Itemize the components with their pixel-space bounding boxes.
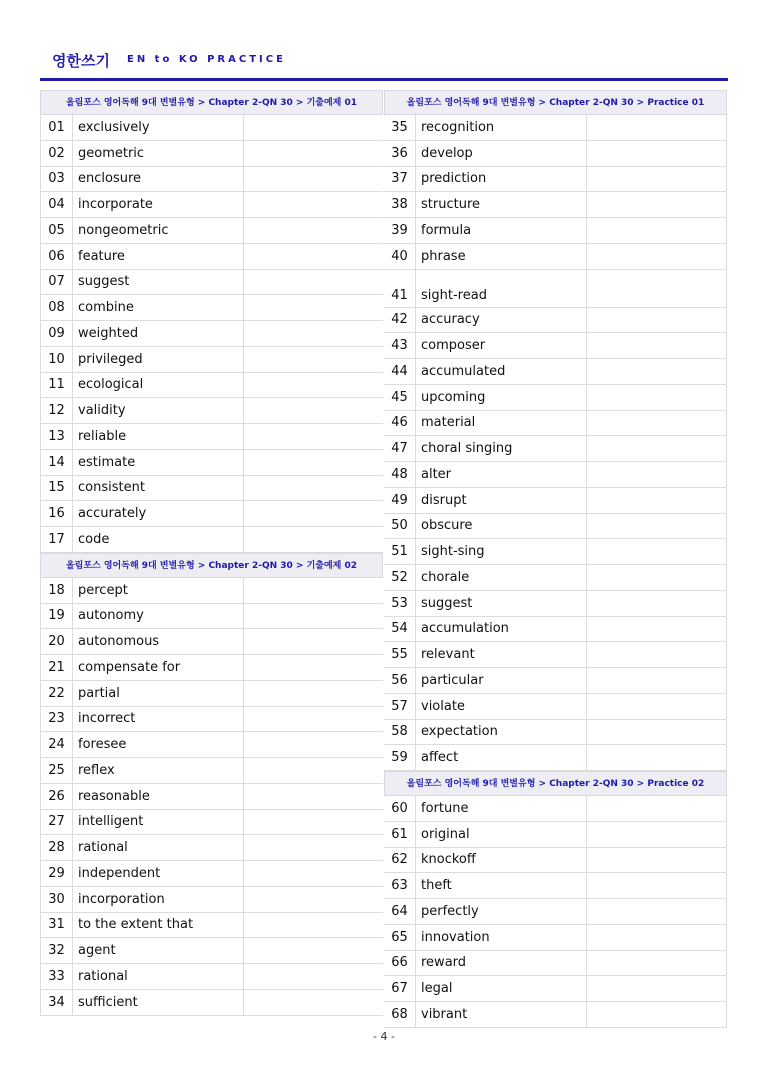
vocab-row xyxy=(384,976,727,1002)
answer-cell[interactable] xyxy=(587,462,726,487)
english-word: theft xyxy=(416,873,587,898)
answer-cell[interactable] xyxy=(244,887,383,912)
vocab-row xyxy=(384,617,727,643)
item-number: 52 xyxy=(384,565,416,590)
answer-cell[interactable] xyxy=(587,565,726,590)
answer-cell[interactable] xyxy=(244,295,383,320)
item-number: 05 xyxy=(41,218,73,243)
vocab-row xyxy=(40,732,383,758)
item-number: 42 xyxy=(384,308,416,333)
answer-cell[interactable] xyxy=(587,745,726,770)
vocab-row xyxy=(384,385,727,411)
vocab-row xyxy=(384,192,727,218)
answer-cell[interactable] xyxy=(244,321,383,346)
answer-cell[interactable] xyxy=(587,822,726,847)
vocab-row xyxy=(384,565,727,591)
answer-cell[interactable] xyxy=(244,604,383,629)
vocab-row xyxy=(384,873,727,899)
item-number: 01 xyxy=(41,115,73,140)
vocab-row xyxy=(40,192,383,218)
english-word: weighted xyxy=(73,321,244,346)
item-number: 62 xyxy=(384,848,416,873)
english-word: disrupt xyxy=(416,488,587,513)
item-number: 31 xyxy=(41,913,73,938)
english-word: reasonable xyxy=(73,784,244,809)
vocab-row xyxy=(40,887,383,913)
english-word: rational xyxy=(73,964,244,989)
answer-cell[interactable] xyxy=(587,925,726,950)
item-number: 45 xyxy=(384,385,416,410)
english-word: phrase xyxy=(416,244,587,269)
item-number: 55 xyxy=(384,642,416,667)
english-word: foresee xyxy=(73,732,244,757)
section-heading: 올림포스 영어독해 9대 변별유형 > Chapter 2-QN 30 > Practice 02 xyxy=(384,771,727,796)
english-word: alter xyxy=(416,462,587,487)
left-column xyxy=(40,90,383,1016)
english-word: recognition xyxy=(416,115,587,140)
answer-cell[interactable] xyxy=(587,873,726,898)
vocab-row xyxy=(40,758,383,784)
vocab-row xyxy=(40,527,383,553)
answer-cell[interactable] xyxy=(587,796,726,821)
english-word: composer xyxy=(416,333,587,358)
answer-cell[interactable] xyxy=(244,990,383,1015)
vocab-row xyxy=(40,604,383,630)
item-number: 20 xyxy=(41,629,73,654)
answer-cell[interactable] xyxy=(587,359,726,384)
answer-cell[interactable] xyxy=(244,578,383,603)
english-word: reliable xyxy=(73,424,244,449)
answer-cell[interactable] xyxy=(587,591,726,616)
vocab-row xyxy=(40,270,383,296)
vocab-row xyxy=(40,450,383,476)
english-word: formula xyxy=(416,218,587,243)
english-word: legal xyxy=(416,976,587,1001)
answer-cell[interactable] xyxy=(587,308,726,333)
answer-cell[interactable] xyxy=(587,488,726,513)
english-word: original xyxy=(416,822,587,847)
english-word: independent xyxy=(73,861,244,886)
vocab-row xyxy=(40,913,383,939)
answer-cell[interactable] xyxy=(587,848,726,873)
item-number: 37 xyxy=(384,167,416,192)
vocab-row xyxy=(384,218,727,244)
vocab-row xyxy=(384,359,727,385)
item-number: 28 xyxy=(41,835,73,860)
item-number: 56 xyxy=(384,668,416,693)
english-word: obscure xyxy=(416,514,587,539)
answer-cell[interactable] xyxy=(244,732,383,757)
answer-cell[interactable] xyxy=(244,115,383,140)
english-word: innovation xyxy=(416,925,587,950)
item-number: 33 xyxy=(41,964,73,989)
answer-cell[interactable] xyxy=(587,115,726,140)
english-word: partial xyxy=(73,681,244,706)
english-word: incorporate xyxy=(73,192,244,217)
vocab-row xyxy=(40,629,383,655)
english-word: reflex xyxy=(73,758,244,783)
answer-cell[interactable] xyxy=(244,810,383,835)
english-word: fortune xyxy=(416,796,587,821)
english-word: knockoff xyxy=(416,848,587,873)
answer-cell[interactable] xyxy=(244,501,383,526)
english-word: geometric xyxy=(73,141,244,166)
vocab-row xyxy=(384,591,727,617)
answer-cell[interactable] xyxy=(587,411,726,436)
english-word: nongeometric xyxy=(73,218,244,243)
vocab-row xyxy=(40,244,383,270)
item-number: 63 xyxy=(384,873,416,898)
english-word: particular xyxy=(416,668,587,693)
english-word: percept xyxy=(73,578,244,603)
answer-cell[interactable] xyxy=(587,899,726,924)
answer-cell[interactable] xyxy=(244,141,383,166)
vocab-row xyxy=(40,141,383,167)
item-number: 53 xyxy=(384,591,416,616)
answer-cell[interactable] xyxy=(587,270,726,307)
vocab-row xyxy=(384,308,727,334)
english-word: expectation xyxy=(416,720,587,745)
english-word: sufficient xyxy=(73,990,244,1015)
vocab-row xyxy=(384,167,727,193)
item-number: 07 xyxy=(41,270,73,295)
english-word: relevant xyxy=(416,642,587,667)
answer-cell[interactable] xyxy=(244,167,383,192)
english-word: agent xyxy=(73,938,244,963)
english-word: combine xyxy=(73,295,244,320)
section-heading: 올림포스 영어독해 9대 변별유형 > Chapter 2-QN 30 > 기출예제 01 xyxy=(40,90,383,115)
item-number: 46 xyxy=(384,411,416,436)
answer-cell[interactable] xyxy=(587,976,726,1001)
vocab-row xyxy=(40,167,383,193)
item-number: 59 xyxy=(384,745,416,770)
item-number: 67 xyxy=(384,976,416,1001)
item-number: 22 xyxy=(41,681,73,706)
page-header xyxy=(52,50,732,80)
english-word: suggest xyxy=(416,591,587,616)
english-word: autonomy xyxy=(73,604,244,629)
vocab-row xyxy=(384,270,727,308)
answer-cell[interactable] xyxy=(244,835,383,860)
vocab-row xyxy=(384,848,727,874)
right-column xyxy=(384,90,727,1028)
item-number: 39 xyxy=(384,218,416,243)
answer-cell[interactable] xyxy=(587,244,726,269)
item-number: 23 xyxy=(41,707,73,732)
item-number: 04 xyxy=(41,192,73,217)
item-number: 41 xyxy=(384,270,416,307)
answer-cell[interactable] xyxy=(587,141,726,166)
vocab-row xyxy=(384,925,727,951)
vocab-row xyxy=(384,539,727,565)
english-word: to the extent that xyxy=(73,913,244,938)
english-word: rational xyxy=(73,835,244,860)
page-number: - 4 - xyxy=(373,1030,395,1043)
item-number: 68 xyxy=(384,1002,416,1027)
vocab-row xyxy=(384,694,727,720)
answer-cell[interactable] xyxy=(587,642,726,667)
section-heading: 올림포스 영어독해 9대 변별유형 > Chapter 2-QN 30 > Practice 01 xyxy=(384,90,727,115)
item-number: 58 xyxy=(384,720,416,745)
item-number: 49 xyxy=(384,488,416,513)
item-number: 11 xyxy=(41,373,73,398)
answer-cell[interactable] xyxy=(244,707,383,732)
english-word: feature xyxy=(73,244,244,269)
english-word: exclusively xyxy=(73,115,244,140)
answer-cell[interactable] xyxy=(244,373,383,398)
item-number: 51 xyxy=(384,539,416,564)
vocab-row xyxy=(384,668,727,694)
vocab-row xyxy=(384,244,727,270)
english-word: estimate xyxy=(73,450,244,475)
vocab-row xyxy=(384,796,727,822)
vocab-row xyxy=(40,861,383,887)
item-number: 29 xyxy=(41,861,73,886)
answer-cell[interactable] xyxy=(587,1002,726,1027)
item-number: 02 xyxy=(41,141,73,166)
answer-cell[interactable] xyxy=(244,450,383,475)
answer-cell[interactable] xyxy=(244,527,383,552)
item-number: 43 xyxy=(384,333,416,358)
answer-cell[interactable] xyxy=(587,333,726,358)
item-number: 08 xyxy=(41,295,73,320)
answer-cell[interactable] xyxy=(587,694,726,719)
english-word: intelligent xyxy=(73,810,244,835)
answer-cell[interactable] xyxy=(244,192,383,217)
vocab-row xyxy=(40,964,383,990)
item-number: 66 xyxy=(384,951,416,976)
answer-cell[interactable] xyxy=(244,218,383,243)
english-word: accumulated xyxy=(416,359,587,384)
vocab-row xyxy=(384,642,727,668)
english-word: violate xyxy=(416,694,587,719)
answer-cell[interactable] xyxy=(587,436,726,461)
vocab-row xyxy=(40,218,383,244)
item-number: 14 xyxy=(41,450,73,475)
vocab-row xyxy=(384,951,727,977)
vocab-row xyxy=(40,578,383,604)
english-word: incorrect xyxy=(73,707,244,732)
vocab-row xyxy=(40,501,383,527)
item-number: 57 xyxy=(384,694,416,719)
english-word: suggest xyxy=(73,270,244,295)
item-number: 10 xyxy=(41,347,73,372)
english-word: autonomous xyxy=(73,629,244,654)
item-number: 27 xyxy=(41,810,73,835)
english-word: structure xyxy=(416,192,587,217)
vocab-row xyxy=(384,462,727,488)
page-title: 영한쓰기 xyxy=(52,52,110,70)
answer-cell[interactable] xyxy=(587,539,726,564)
answer-cell[interactable] xyxy=(244,784,383,809)
item-number: 18 xyxy=(41,578,73,603)
item-number: 12 xyxy=(41,398,73,423)
item-number: 25 xyxy=(41,758,73,783)
english-word: privileged xyxy=(73,347,244,372)
vocab-row xyxy=(384,899,727,925)
item-number: 54 xyxy=(384,617,416,642)
answer-cell[interactable] xyxy=(244,476,383,501)
vocab-row xyxy=(40,707,383,733)
item-number: 61 xyxy=(384,822,416,847)
item-number: 32 xyxy=(41,938,73,963)
vocab-row xyxy=(384,411,727,437)
answer-cell[interactable] xyxy=(244,347,383,372)
item-number: 15 xyxy=(41,476,73,501)
vocab-row xyxy=(384,720,727,746)
vocab-row xyxy=(40,373,383,399)
english-word: reward xyxy=(416,951,587,976)
answer-cell[interactable] xyxy=(244,758,383,783)
vocab-row xyxy=(40,347,383,373)
english-word: vibrant xyxy=(416,1002,587,1027)
english-word: choral singing xyxy=(416,436,587,461)
vocab-row xyxy=(40,398,383,424)
vocab-row xyxy=(384,115,727,141)
english-word: enclosure xyxy=(73,167,244,192)
english-word: accuracy xyxy=(416,308,587,333)
item-number: 44 xyxy=(384,359,416,384)
vocab-row xyxy=(384,514,727,540)
answer-cell[interactable] xyxy=(244,655,383,680)
answer-cell[interactable] xyxy=(244,244,383,269)
item-number: 24 xyxy=(41,732,73,757)
english-word: accumulation xyxy=(416,617,587,642)
vocab-row xyxy=(40,321,383,347)
answer-cell[interactable] xyxy=(587,720,726,745)
answer-cell[interactable] xyxy=(587,668,726,693)
item-number: 65 xyxy=(384,925,416,950)
answer-cell[interactable] xyxy=(244,681,383,706)
item-number: 35 xyxy=(384,115,416,140)
item-number: 64 xyxy=(384,899,416,924)
english-word: code xyxy=(73,527,244,552)
item-number: 40 xyxy=(384,244,416,269)
answer-cell[interactable] xyxy=(587,192,726,217)
english-word: accurately xyxy=(73,501,244,526)
vocab-row xyxy=(40,424,383,450)
answer-cell[interactable] xyxy=(244,398,383,423)
answer-cell[interactable] xyxy=(587,385,726,410)
vocab-row xyxy=(40,655,383,681)
item-number: 17 xyxy=(41,527,73,552)
english-word: chorale xyxy=(416,565,587,590)
item-number: 50 xyxy=(384,514,416,539)
english-word: compensate for xyxy=(73,655,244,680)
vocab-row xyxy=(40,938,383,964)
item-number: 21 xyxy=(41,655,73,680)
english-word: develop xyxy=(416,141,587,166)
vocab-row xyxy=(40,835,383,861)
english-word: validity xyxy=(73,398,244,423)
answer-cell[interactable] xyxy=(587,218,726,243)
item-number: 38 xyxy=(384,192,416,217)
vocab-row xyxy=(40,990,383,1016)
answer-cell[interactable] xyxy=(244,424,383,449)
item-number: 36 xyxy=(384,141,416,166)
vocab-row xyxy=(384,822,727,848)
header-rule xyxy=(40,78,728,81)
english-word: upcoming xyxy=(416,385,587,410)
vocab-row xyxy=(384,1002,727,1028)
vocab-row xyxy=(40,810,383,836)
english-word: incorporation xyxy=(73,887,244,912)
english-word: sight-sing xyxy=(416,539,587,564)
vocab-row xyxy=(40,476,383,502)
answer-cell[interactable] xyxy=(587,617,726,642)
item-number: 60 xyxy=(384,796,416,821)
item-number: 19 xyxy=(41,604,73,629)
answer-cell[interactable] xyxy=(244,861,383,886)
item-number: 09 xyxy=(41,321,73,346)
answer-cell[interactable] xyxy=(244,913,383,938)
vocab-row xyxy=(384,436,727,462)
vocab-row xyxy=(40,784,383,810)
item-number: 30 xyxy=(41,887,73,912)
answer-cell[interactable] xyxy=(587,951,726,976)
vocab-row xyxy=(40,295,383,321)
item-number: 06 xyxy=(41,244,73,269)
answer-cell[interactable] xyxy=(244,964,383,989)
english-word: sight-read xyxy=(416,270,587,307)
english-word: consistent xyxy=(73,476,244,501)
item-number: 47 xyxy=(384,436,416,461)
item-number: 48 xyxy=(384,462,416,487)
item-number: 13 xyxy=(41,424,73,449)
answer-cell[interactable] xyxy=(587,514,726,539)
answer-cell[interactable] xyxy=(587,167,726,192)
vocab-row xyxy=(384,141,727,167)
english-word: ecological xyxy=(73,373,244,398)
english-word: affect xyxy=(416,745,587,770)
vocab-row xyxy=(384,745,727,771)
answer-cell[interactable] xyxy=(244,629,383,654)
vocab-row xyxy=(384,333,727,359)
english-word: material xyxy=(416,411,587,436)
item-number: 03 xyxy=(41,167,73,192)
vocab-row xyxy=(40,681,383,707)
english-word: perfectly xyxy=(416,899,587,924)
vocab-row xyxy=(384,488,727,514)
english-word: prediction xyxy=(416,167,587,192)
item-number: 16 xyxy=(41,501,73,526)
vocab-row xyxy=(40,115,383,141)
item-number: 34 xyxy=(41,990,73,1015)
section-heading: 올림포스 영어독해 9대 변별유형 > Chapter 2-QN 30 > 기출예제 02 xyxy=(40,553,383,578)
item-number: 26 xyxy=(41,784,73,809)
answer-cell[interactable] xyxy=(244,270,383,295)
page-subtitle: EN to KO PRACTICE xyxy=(127,54,286,65)
answer-cell[interactable] xyxy=(244,938,383,963)
